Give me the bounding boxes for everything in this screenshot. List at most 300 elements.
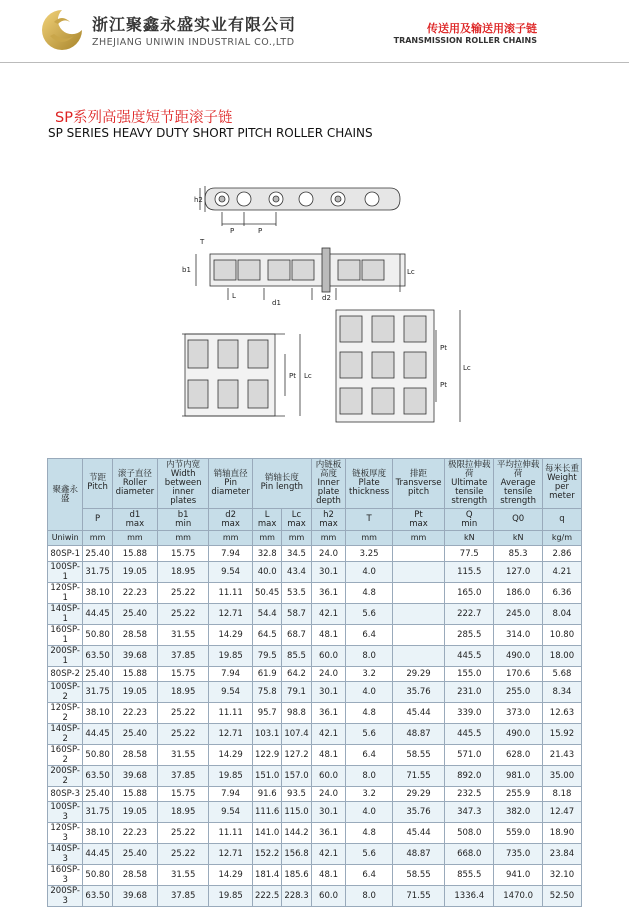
value-cell: 21.43 <box>542 744 581 765</box>
value-cell: 58.7 <box>282 603 311 624</box>
value-cell: 43.4 <box>282 561 311 582</box>
value-cell: 22.23 <box>112 702 157 723</box>
value-cell: 3.25 <box>346 546 393 561</box>
value-cell: 22.23 <box>112 823 157 844</box>
value-cell: 6.4 <box>346 744 393 765</box>
value-cell: 50.80 <box>83 624 112 645</box>
value-cell: 37.85 <box>158 765 209 786</box>
value-cell: 31.75 <box>83 802 112 823</box>
table-row <box>48 546 582 561</box>
value-cell: 122.9 <box>252 744 281 765</box>
unit-cell: mm <box>112 531 157 546</box>
value-cell: 508.0 <box>445 823 494 844</box>
brand-cn-cell: 聚鑫永盛 <box>48 459 83 531</box>
unit-cell: mm <box>158 531 209 546</box>
value-cell: 8.0 <box>346 886 393 907</box>
value-cell: 571.0 <box>445 744 494 765</box>
value-cell: 50.45 <box>252 582 281 603</box>
value-cell: 151.0 <box>252 765 281 786</box>
value-cell: 19.05 <box>112 681 157 702</box>
value-cell: 63.50 <box>83 765 112 786</box>
symbol-cell: q <box>542 508 581 531</box>
value-cell: 144.2 <box>282 823 311 844</box>
value-cell: 32.8 <box>252 546 281 561</box>
col-transverse-pitch: 排距 Transverse pitch <box>392 459 444 509</box>
value-cell: 24.0 <box>311 546 346 561</box>
value-cell: 31.55 <box>158 744 209 765</box>
value-cell <box>392 603 444 624</box>
value-cell: 18.90 <box>542 823 581 844</box>
value-cell: 37.85 <box>158 645 209 666</box>
value-cell: 25.40 <box>112 603 157 624</box>
value-cell: 45.44 <box>392 823 444 844</box>
symbol-cell: b1 min <box>158 508 209 531</box>
value-cell: 91.6 <box>252 786 281 801</box>
value-cell: 12.63 <box>542 702 581 723</box>
value-cell: 35.76 <box>392 681 444 702</box>
value-cell: 382.0 <box>494 802 543 823</box>
value-cell: 44.45 <box>83 723 112 744</box>
value-cell: 4.8 <box>346 823 393 844</box>
value-cell: 115.0 <box>282 802 311 823</box>
label-h2: h2 <box>194 196 203 204</box>
value-cell: 314.0 <box>494 624 543 645</box>
value-cell: 4.8 <box>346 702 393 723</box>
value-cell: 8.0 <box>346 765 393 786</box>
value-cell: 232.5 <box>445 786 494 801</box>
value-cell: 127.0 <box>494 561 543 582</box>
model-cell: 200SP-1 <box>48 645 83 666</box>
header-divider <box>0 62 629 63</box>
value-cell: 34.5 <box>282 546 311 561</box>
value-cell: 339.0 <box>445 702 494 723</box>
value-cell: 63.50 <box>83 645 112 666</box>
table-row <box>48 823 582 844</box>
value-cell: 11.11 <box>209 823 253 844</box>
value-cell: 38.10 <box>83 582 112 603</box>
value-cell <box>392 582 444 603</box>
value-cell: 18.95 <box>158 802 209 823</box>
table-row <box>48 744 582 765</box>
chain-double-strand-view <box>182 334 300 416</box>
col-ultimate-tensile: 极限拉伸载荷 Ultimate tensile strength <box>445 459 494 509</box>
label-pt-1: Pt <box>289 372 296 380</box>
symbol-cell: h2 max <box>311 508 346 531</box>
model-cell: 140SP-2 <box>48 723 83 744</box>
value-cell: 36.1 <box>311 823 346 844</box>
value-cell: 28.58 <box>112 744 157 765</box>
value-cell: 5.6 <box>346 603 393 624</box>
value-cell: 25.40 <box>83 666 112 681</box>
value-cell: 103.1 <box>252 723 281 744</box>
value-cell: 141.0 <box>252 823 281 844</box>
value-cell: 25.22 <box>158 582 209 603</box>
label-lc-1: Lc <box>407 268 415 276</box>
table-row <box>48 561 582 582</box>
symbol-cell: Lc max <box>282 508 311 531</box>
value-cell: 30.1 <box>311 561 346 582</box>
value-cell: 12.71 <box>209 723 253 744</box>
unit-cell: mm <box>392 531 444 546</box>
value-cell: 39.68 <box>112 765 157 786</box>
value-cell: 14.29 <box>209 624 253 645</box>
col-pin-length: 销轴长度 Pin length <box>252 459 311 509</box>
value-cell: 152.2 <box>252 844 281 865</box>
value-cell: 6.4 <box>346 624 393 645</box>
label-d1: d1 <box>272 299 281 307</box>
value-cell: 36.1 <box>311 702 346 723</box>
value-cell: 60.0 <box>311 765 346 786</box>
model-cell: 140SP-1 <box>48 603 83 624</box>
value-cell: 285.5 <box>445 624 494 645</box>
value-cell: 25.22 <box>158 844 209 865</box>
value-cell: 25.22 <box>158 723 209 744</box>
symbol-cell: Q min <box>445 508 494 531</box>
value-cell: 38.10 <box>83 823 112 844</box>
value-cell: 981.0 <box>494 765 543 786</box>
company-name-en: ZHEJIANG UNIWIN INDUSTRIAL CO.,LTD <box>92 37 295 48</box>
value-cell: 14.29 <box>209 744 253 765</box>
model-cell: 100SP-3 <box>48 802 83 823</box>
value-cell: 115.5 <box>445 561 494 582</box>
value-cell: 35.00 <box>542 765 581 786</box>
symbol-cell: T <box>346 508 393 531</box>
value-cell <box>392 624 444 645</box>
value-cell: 18.95 <box>158 561 209 582</box>
value-cell: 37.85 <box>158 886 209 907</box>
table-row <box>48 582 582 603</box>
value-cell: 628.0 <box>494 744 543 765</box>
table-row <box>48 765 582 786</box>
chain-side-view <box>200 186 400 226</box>
value-cell: 4.0 <box>346 561 393 582</box>
label-p-1: P <box>230 227 235 235</box>
value-cell: 28.58 <box>112 865 157 886</box>
value-cell: 8.0 <box>346 645 393 666</box>
value-cell: 44.45 <box>83 844 112 865</box>
value-cell: 50.80 <box>83 865 112 886</box>
model-cell: 120SP-1 <box>48 582 83 603</box>
brand-en-cell: Uniwin <box>48 531 83 546</box>
value-cell: 60.0 <box>311 886 346 907</box>
value-cell: 38.10 <box>83 702 112 723</box>
model-cell: 80SP-3 <box>48 786 83 801</box>
label-pt-3: Pt <box>440 381 447 389</box>
value-cell: 445.5 <box>445 723 494 744</box>
value-cell: 32.10 <box>542 865 581 886</box>
col-roller-diameter: 滚子直径 Roller diameter <box>112 459 157 509</box>
value-cell <box>392 561 444 582</box>
model-cell: 140SP-3 <box>48 844 83 865</box>
value-cell: 25.22 <box>158 702 209 723</box>
value-cell: 25.40 <box>83 546 112 561</box>
model-cell: 200SP-2 <box>48 765 83 786</box>
value-cell: 48.87 <box>392 723 444 744</box>
col-width-inner: 内节内宽 Width between inner plates <box>158 459 209 509</box>
value-cell: 60.0 <box>311 645 346 666</box>
symbol-cell: L max <box>252 508 281 531</box>
value-cell: 941.0 <box>494 865 543 886</box>
chain-triple-strand-view <box>336 310 460 422</box>
symbol-cell: P <box>83 508 112 531</box>
value-cell: 45.44 <box>392 702 444 723</box>
table-row <box>48 844 582 865</box>
value-cell: 31.75 <box>83 561 112 582</box>
col-average-tensile: 平均拉伸载荷 Average tensile strength <box>494 459 543 509</box>
value-cell: 48.1 <box>311 624 346 645</box>
value-cell: 25.40 <box>112 723 157 744</box>
value-cell: 222.5 <box>252 886 281 907</box>
value-cell: 7.94 <box>209 786 253 801</box>
table-row <box>48 702 582 723</box>
value-cell: 85.3 <box>494 546 543 561</box>
value-cell: 245.0 <box>494 603 543 624</box>
value-cell: 255.0 <box>494 681 543 702</box>
symbol-cell: Q0 <box>494 508 543 531</box>
gold-crescent-logo-icon <box>40 8 84 52</box>
symbol-cell: Pt max <box>392 508 444 531</box>
value-cell: 77.5 <box>445 546 494 561</box>
symbol-cell: d2 max <box>209 508 253 531</box>
value-cell: 42.1 <box>311 603 346 624</box>
value-cell: 5.6 <box>346 723 393 744</box>
value-cell: 490.0 <box>494 723 543 744</box>
model-cell: 120SP-2 <box>48 702 83 723</box>
value-cell: 31.75 <box>83 681 112 702</box>
value-cell: 186.0 <box>494 582 543 603</box>
value-cell: 15.75 <box>158 666 209 681</box>
value-cell: 15.88 <box>112 666 157 681</box>
value-cell: 4.8 <box>346 582 393 603</box>
value-cell: 52.50 <box>542 886 581 907</box>
value-cell: 30.1 <box>311 802 346 823</box>
value-cell: 19.05 <box>112 561 157 582</box>
value-cell: 79.5 <box>252 645 281 666</box>
value-cell: 22.23 <box>112 582 157 603</box>
value-cell: 7.94 <box>209 546 253 561</box>
value-cell: 9.54 <box>209 561 253 582</box>
value-cell: 892.0 <box>445 765 494 786</box>
table-row <box>48 802 582 823</box>
value-cell: 35.76 <box>392 802 444 823</box>
unit-cell: mm <box>252 531 281 546</box>
value-cell: 75.8 <box>252 681 281 702</box>
value-cell: 15.88 <box>112 546 157 561</box>
value-cell: 12.71 <box>209 844 253 865</box>
value-cell: 48.1 <box>311 744 346 765</box>
value-cell: 170.6 <box>494 666 543 681</box>
value-cell: 668.0 <box>445 844 494 865</box>
value-cell: 19.85 <box>209 886 253 907</box>
value-cell: 855.5 <box>445 865 494 886</box>
unit-cell: kN <box>494 531 543 546</box>
value-cell: 222.7 <box>445 603 494 624</box>
value-cell: 19.85 <box>209 765 253 786</box>
value-cell: 2.86 <box>542 546 581 561</box>
value-cell: 19.05 <box>112 802 157 823</box>
col-inner-plate-depth: 内链板高度 Inner plate depth <box>311 459 346 509</box>
table-row <box>48 666 582 681</box>
value-cell: 11.11 <box>209 582 253 603</box>
value-cell: 735.0 <box>494 844 543 865</box>
value-cell: 25.40 <box>112 844 157 865</box>
value-cell: 25.22 <box>158 603 209 624</box>
value-cell: 490.0 <box>494 645 543 666</box>
value-cell: 30.1 <box>311 681 346 702</box>
model-cell: 80SP-1 <box>48 546 83 561</box>
value-cell: 8.04 <box>542 603 581 624</box>
value-cell: 14.29 <box>209 865 253 886</box>
model-cell: 120SP-3 <box>48 823 83 844</box>
value-cell: 6.4 <box>346 865 393 886</box>
value-cell: 28.58 <box>112 624 157 645</box>
value-cell: 64.2 <box>282 666 311 681</box>
table-row <box>48 624 582 645</box>
value-cell: 1470.0 <box>494 886 543 907</box>
label-lc-3: Lc <box>463 364 471 372</box>
value-cell: 39.68 <box>112 645 157 666</box>
value-cell: 68.7 <box>282 624 311 645</box>
value-cell: 71.55 <box>392 765 444 786</box>
value-cell: 24.0 <box>311 666 346 681</box>
label-l: L <box>232 292 236 300</box>
specification-table <box>47 458 582 907</box>
value-cell: 4.0 <box>346 681 393 702</box>
value-cell: 9.54 <box>209 681 253 702</box>
value-cell <box>392 546 444 561</box>
value-cell: 29.29 <box>392 666 444 681</box>
value-cell: 5.68 <box>542 666 581 681</box>
value-cell: 255.9 <box>494 786 543 801</box>
value-cell: 25.40 <box>83 786 112 801</box>
company-name-cn: 浙江聚鑫永盛实业有限公司 <box>92 15 297 34</box>
value-cell: 95.7 <box>252 702 281 723</box>
unit-cell: mm <box>282 531 311 546</box>
value-cell: 58.55 <box>392 865 444 886</box>
value-cell: 18.95 <box>158 681 209 702</box>
value-cell: 36.1 <box>311 582 346 603</box>
model-cell: 160SP-1 <box>48 624 83 645</box>
unit-cell: mm <box>311 531 346 546</box>
value-cell: 24.0 <box>311 786 346 801</box>
value-cell: 111.6 <box>252 802 281 823</box>
value-cell: 127.2 <box>282 744 311 765</box>
table-row <box>48 603 582 624</box>
model-cell: 100SP-1 <box>48 561 83 582</box>
value-cell: 31.55 <box>158 624 209 645</box>
col-weight: 每米长重 Weight per meter <box>542 459 581 509</box>
table-row <box>48 786 582 801</box>
value-cell: 53.5 <box>282 582 311 603</box>
value-cell: 373.0 <box>494 702 543 723</box>
value-cell: 64.5 <box>252 624 281 645</box>
value-cell: 347.3 <box>445 802 494 823</box>
value-cell: 231.0 <box>445 681 494 702</box>
symbol-cell: d1 max <box>112 508 157 531</box>
value-cell: 3.2 <box>346 666 393 681</box>
category-title-cn: 传送用及输送用滚子链 <box>427 22 537 35</box>
label-b1: b1 <box>182 266 191 274</box>
unit-cell: mm <box>209 531 253 546</box>
col-plate-thickness: 链板厚度 Plate thickness <box>346 459 393 509</box>
value-cell: 63.50 <box>83 886 112 907</box>
unit-cell: kg/m <box>542 531 581 546</box>
label-d2: d2 <box>322 294 331 302</box>
label-t: T <box>200 238 205 246</box>
value-cell: 29.29 <box>392 786 444 801</box>
value-cell: 93.5 <box>282 786 311 801</box>
table-row <box>48 886 582 907</box>
value-cell: 85.5 <box>282 645 311 666</box>
value-cell: 15.75 <box>158 546 209 561</box>
value-cell: 181.4 <box>252 865 281 886</box>
col-pin-diameter: 销轴直径 Pin diameter <box>209 459 253 509</box>
value-cell: 165.0 <box>445 582 494 603</box>
value-cell: 15.88 <box>112 786 157 801</box>
value-cell: 559.0 <box>494 823 543 844</box>
value-cell: 48.1 <box>311 865 346 886</box>
value-cell: 107.4 <box>282 723 311 744</box>
value-cell: 23.84 <box>542 844 581 865</box>
table-row <box>48 865 582 886</box>
value-cell: 98.8 <box>282 702 311 723</box>
value-cell: 185.6 <box>282 865 311 886</box>
value-cell: 9.54 <box>209 802 253 823</box>
model-cell: 160SP-3 <box>48 865 83 886</box>
value-cell: 11.11 <box>209 702 253 723</box>
value-cell: 44.45 <box>83 603 112 624</box>
value-cell: 6.36 <box>542 582 581 603</box>
value-cell: 1336.4 <box>445 886 494 907</box>
value-cell: 228.3 <box>282 886 311 907</box>
value-cell: 8.34 <box>542 681 581 702</box>
value-cell: 8.18 <box>542 786 581 801</box>
value-cell: 155.0 <box>445 666 494 681</box>
value-cell: 25.22 <box>158 823 209 844</box>
value-cell: 7.94 <box>209 666 253 681</box>
label-p-2: P <box>258 227 263 235</box>
section-title-en: SP SERIES HEAVY DUTY SHORT PITCH ROLLER CHAINS <box>48 126 373 140</box>
value-cell: 10.80 <box>542 624 581 645</box>
unit-cell: mm <box>346 531 393 546</box>
category-title-en: TRANSMISSION ROLLER CHAINS <box>393 36 537 45</box>
model-cell: 80SP-2 <box>48 666 83 681</box>
value-cell: 79.1 <box>282 681 311 702</box>
value-cell: 12.47 <box>542 802 581 823</box>
value-cell: 48.87 <box>392 844 444 865</box>
model-cell: 200SP-3 <box>48 886 83 907</box>
value-cell: 4.21 <box>542 561 581 582</box>
value-cell: 61.9 <box>252 666 281 681</box>
value-cell: 71.55 <box>392 886 444 907</box>
value-cell: 50.80 <box>83 744 112 765</box>
value-cell: 42.1 <box>311 723 346 744</box>
page-header <box>0 0 629 62</box>
value-cell: 40.0 <box>252 561 281 582</box>
value-cell: 3.2 <box>346 786 393 801</box>
value-cell: 157.0 <box>282 765 311 786</box>
value-cell: 54.4 <box>252 603 281 624</box>
value-cell: 18.00 <box>542 645 581 666</box>
model-cell: 100SP-2 <box>48 681 83 702</box>
value-cell: 58.55 <box>392 744 444 765</box>
value-cell: 15.75 <box>158 786 209 801</box>
table-row <box>48 645 582 666</box>
value-cell: 4.0 <box>346 802 393 823</box>
value-cell: 39.68 <box>112 886 157 907</box>
section-title-cn: SP系列高强度短节距滚子链 <box>55 110 233 126</box>
chain-top-view <box>196 248 405 300</box>
